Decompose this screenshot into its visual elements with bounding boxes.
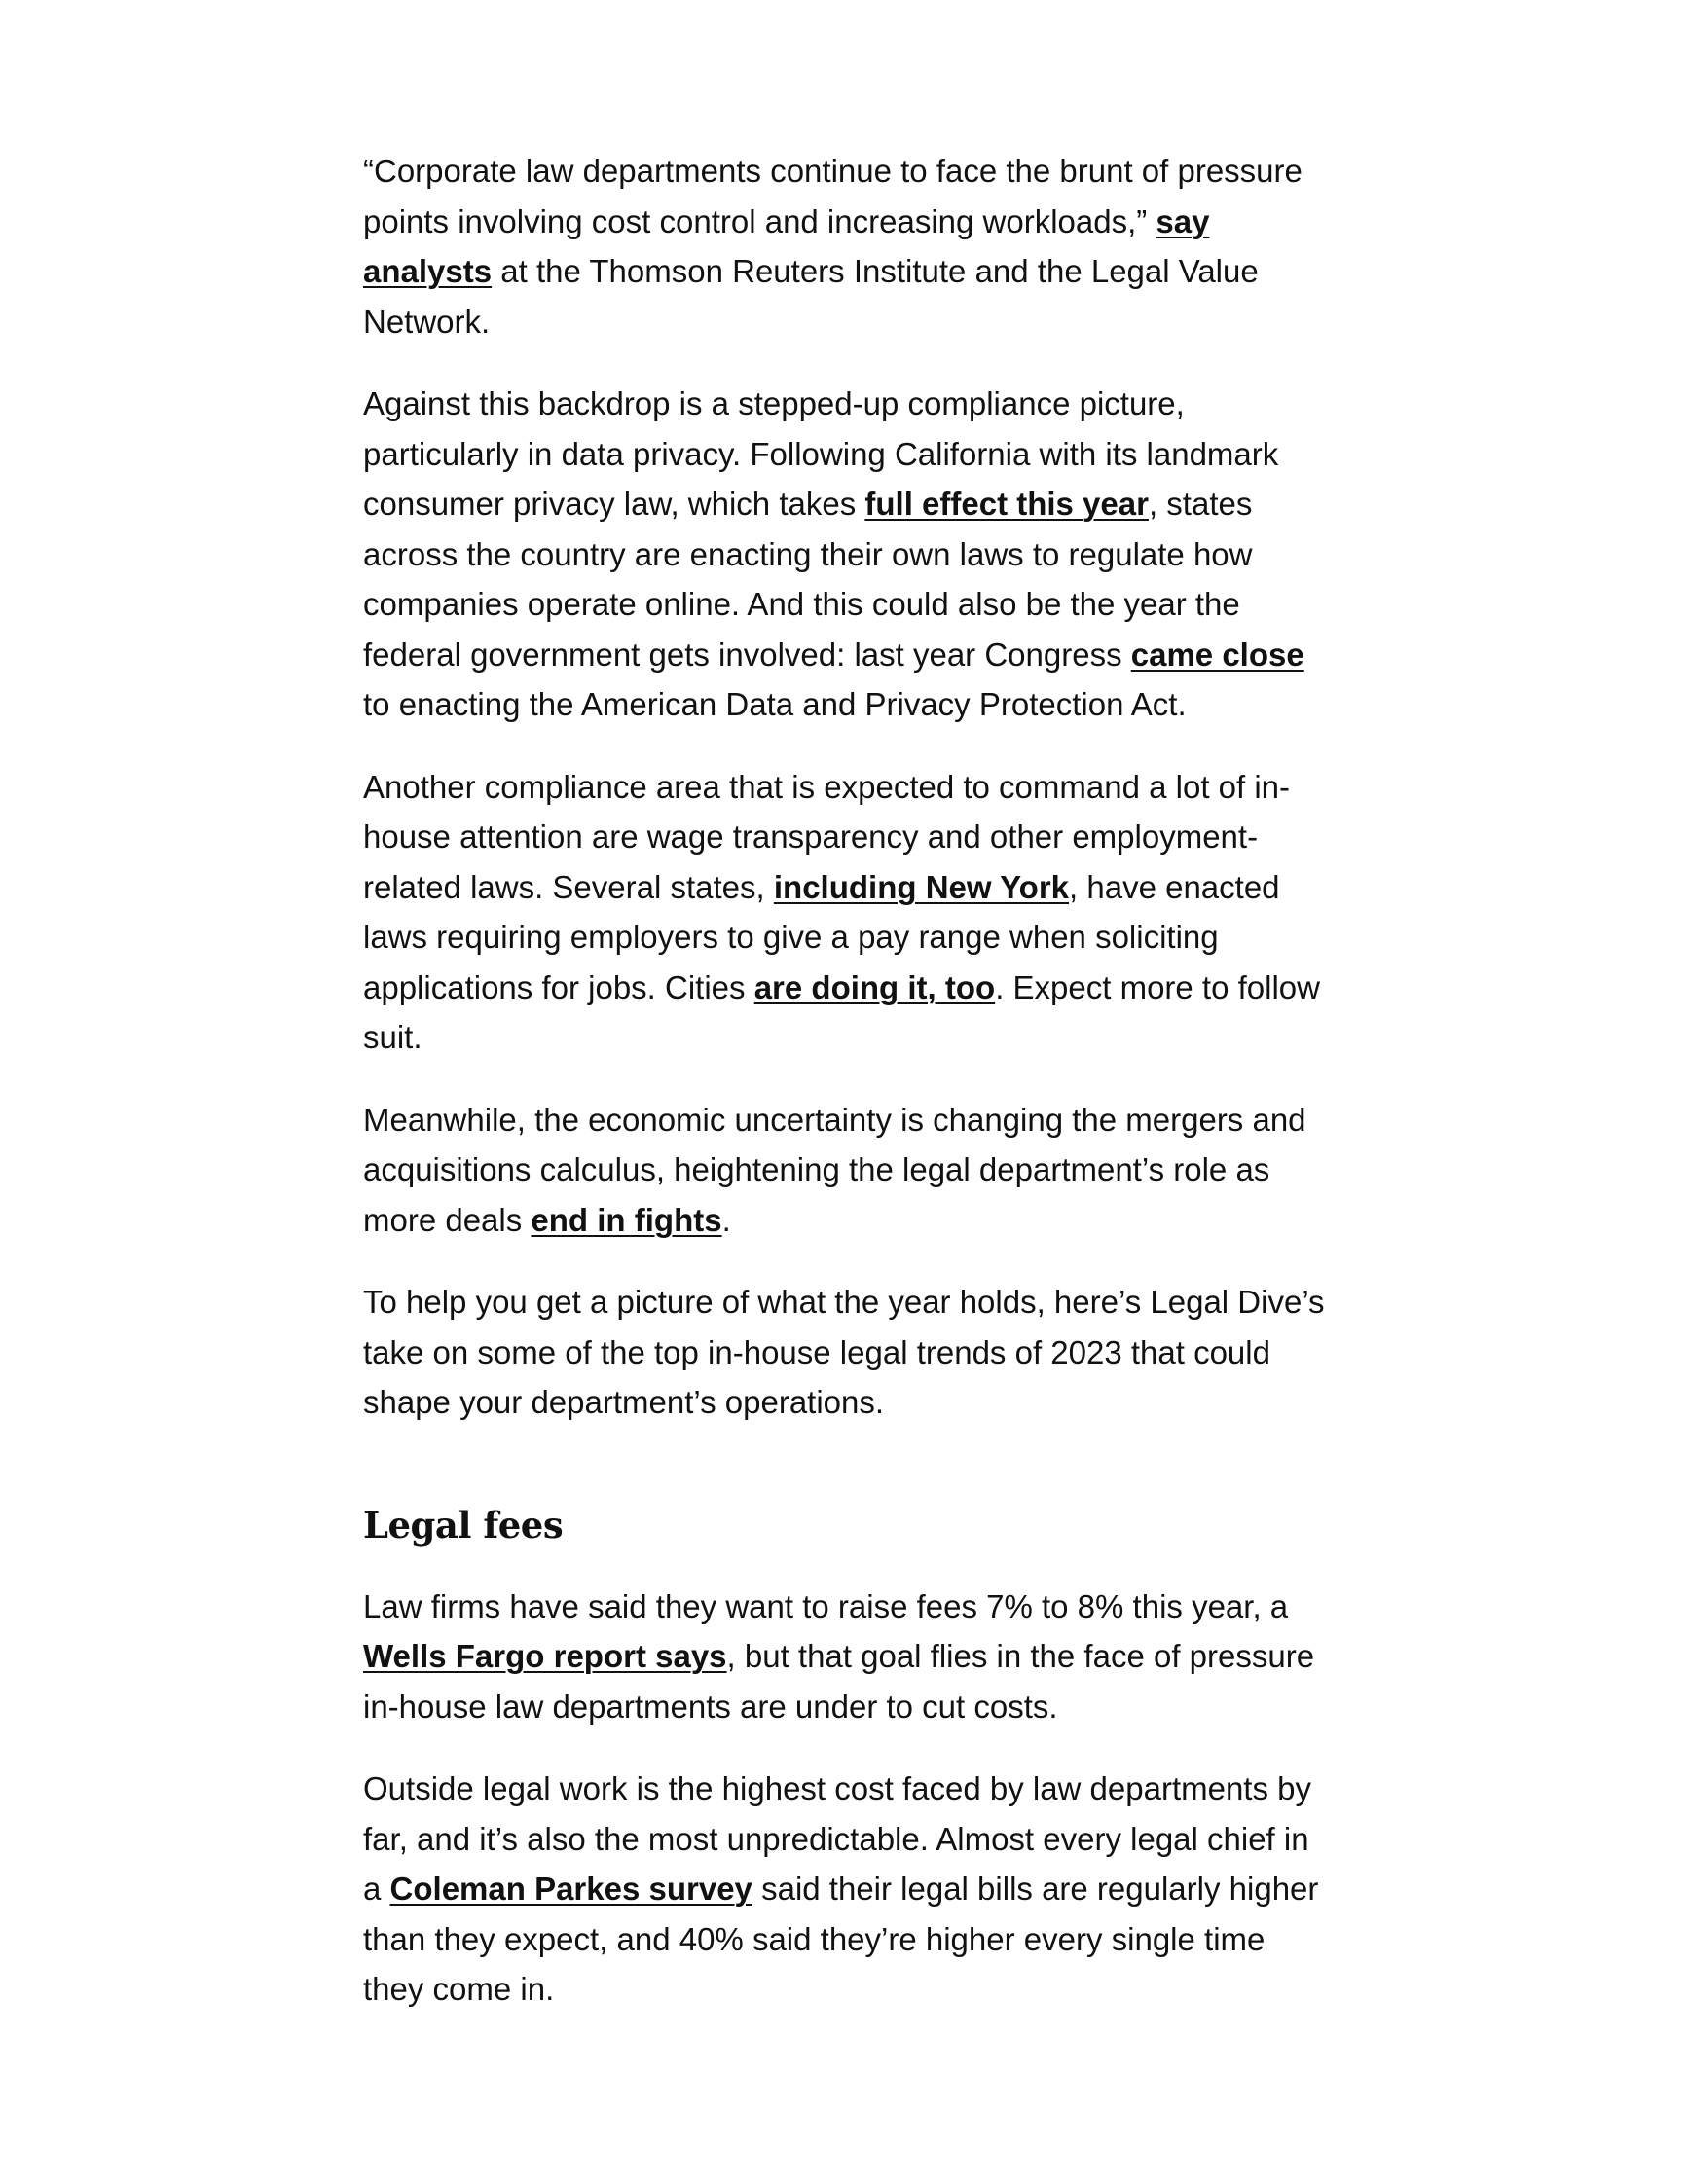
say-analysts-link[interactable]: say analysts bbox=[363, 202, 1210, 289]
paragraph-text: . bbox=[721, 1201, 731, 1238]
paragraph-text: said their legal bills are regularly higher than they expect, and 40% said they’re higher every single time they come in. bbox=[363, 1871, 1319, 2007]
coleman-parkes-survey-link[interactable]: Coleman Parkes survey bbox=[389, 1871, 752, 1907]
paragraph-text: Against this backdrop is a stepped-up compliance picture, particularly in data privacy. Following California with its landmark consumer privacy law, which takes bbox=[363, 385, 1279, 522]
full-effect-this-year-link[interactable]: full effect this year bbox=[864, 486, 1149, 522]
paragraph-text: To help you get a picture of what the year holds, here’s Legal Dive’s take on some of the top in-house legal trends of 2023 that could shape your department’s operations. bbox=[363, 1284, 1325, 1420]
paragraph-intro bbox=[363, 146, 1327, 346]
wells-fargo-report-link[interactable]: Wells Fargo report says bbox=[363, 1638, 727, 1674]
paragraph-text: , have enacted laws requiring employers to give a pay range when soliciting applications for jobs. Cities bbox=[363, 868, 1280, 1005]
article-body bbox=[363, 146, 1327, 2047]
paragraph-law-firm-fees bbox=[363, 1582, 1327, 1732]
paragraph-text: Outside legal work is the highest cost faced by law departments by far, and it’s also the most unpredictable. Almost every legal chief in a bbox=[363, 1770, 1311, 1907]
paragraph-text: “Corporate law departments continue to face the brunt of pressure points involving cost control and increasing workloads,” bbox=[363, 153, 1303, 239]
paragraph-wage-transparency bbox=[363, 762, 1327, 1063]
paragraph-text: Meanwhile, the economic uncertainty is changing the mergers and acquisitions calculus, heightening the legal department’s role as more deals bbox=[363, 1101, 1306, 1238]
end-in-fights-link[interactable]: end in fights bbox=[531, 1201, 722, 1238]
section-heading-legal-fees: Legal fees bbox=[363, 1503, 564, 1547]
paragraph-text: , states across the country are enacting their own laws to regulate how companies operate online. And this could also be the year the federal government gets involved: last year Congress bbox=[363, 486, 1253, 673]
paragraph-compliance bbox=[363, 379, 1327, 730]
paragraph-text: , but that goal flies in the face of pressure in-house law departments are under to cut costs. bbox=[363, 1638, 1315, 1725]
paragraph-text: Law firms have said they want to raise fees 7% to 8% this year, a bbox=[363, 1587, 1289, 1624]
paragraph-outside-legal-work bbox=[363, 1764, 1327, 2015]
paragraph-text: at the Thomson Reuters Institute and the Legal Value Network. bbox=[363, 253, 1259, 340]
paragraph-overview bbox=[363, 1277, 1327, 1428]
came-close-link[interactable]: came close bbox=[1130, 636, 1304, 673]
paragraph-text: . Expect more to follow suit. bbox=[363, 968, 1320, 1055]
paragraph-text: Another compliance area that is expected to command a lot of in-house attention are wage transparency and other employment-related laws. Several states, bbox=[363, 768, 1291, 905]
paragraph-text: to enacting the American Data and Privacy Protection Act. bbox=[363, 686, 1187, 722]
including-new-york-link[interactable]: including New York bbox=[773, 868, 1070, 905]
paragraph-mergers bbox=[363, 1095, 1327, 1246]
are-doing-it-too-link[interactable]: are doing it, too bbox=[753, 968, 996, 1005]
